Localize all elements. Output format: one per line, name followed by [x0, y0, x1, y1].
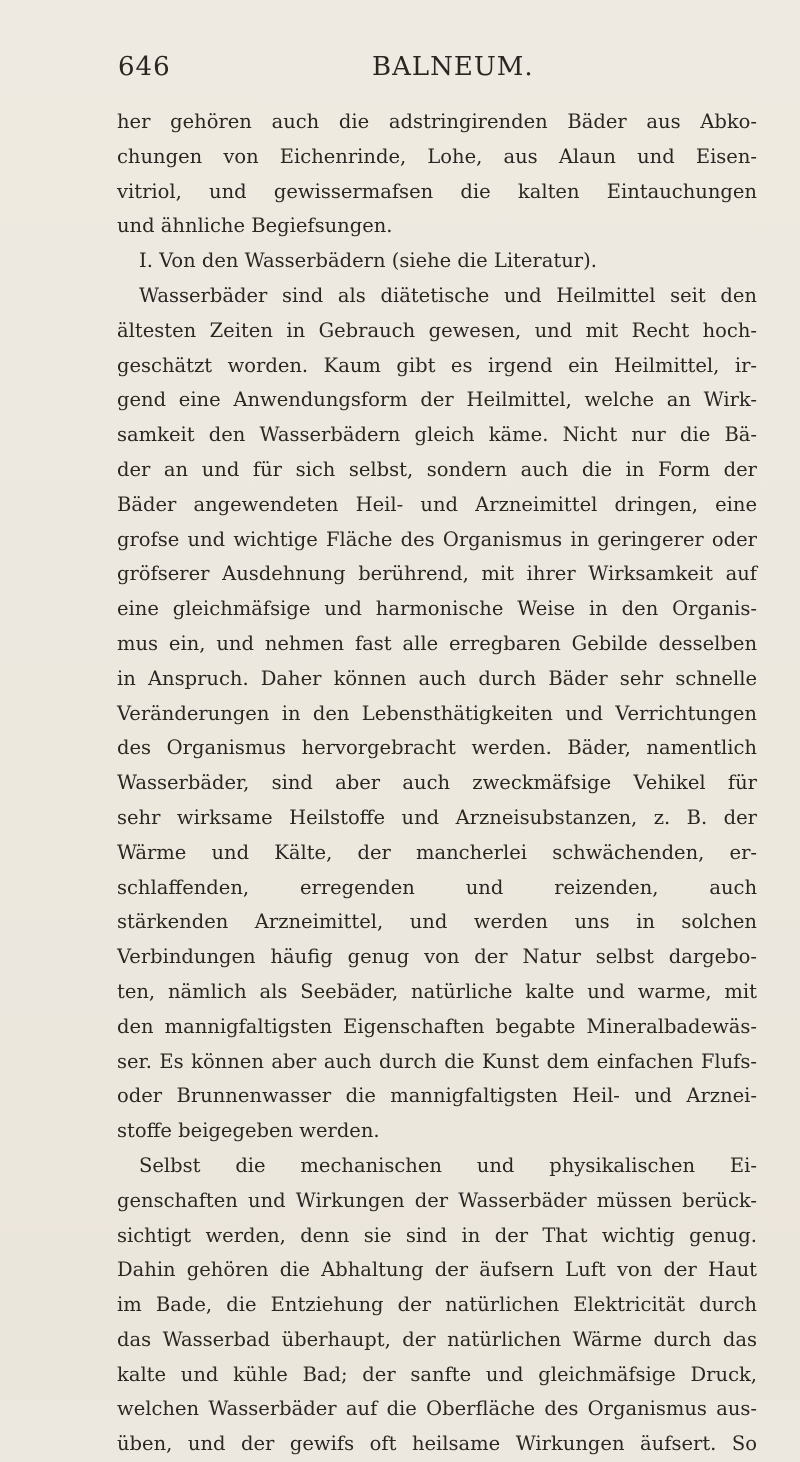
page-header — [0, 52, 800, 92]
text-line: Verbindungen häufig genug von der Natur selbst dargebo- — [117, 945, 757, 969]
text-line: den mannigfaltigsten Eigenschaften begabte Mineralbadewäs- — [117, 1014, 757, 1038]
text-line: genschaften und Wirkungen der Wasserbäder müssen berück- — [117, 1188, 757, 1212]
text-line: ser. Es können aber auch durch die Kunst dem einfachen Flufs- — [117, 1049, 757, 1073]
text-line: schlaffenden, erregenden und reizenden, auch — [117, 875, 757, 899]
text-line: gröfserer Ausdehnung berührend, mit ihrer Wirksamkeit auf — [117, 562, 757, 586]
text-line: vitriol, und gewissermafsen die kalten Eintauchungen — [117, 179, 757, 203]
text-line: her gehören auch die adstringirenden Bäder aus Abko- — [117, 110, 757, 133]
text-line: Veränderungen in den Lebensthätigkeiten und Verrichtungen — [117, 701, 757, 725]
text-line: Dahin gehören die Abhaltung der äufsern Luft von der Haut — [117, 1258, 757, 1282]
text-line: Wasserbäder, sind aber auch zweckmäfsige Vehikel für — [117, 771, 757, 795]
text-line: und ähnliche Begiefsungen. — [117, 214, 393, 238]
text-line: Selbst die mechanischen und physikalischen Ei- — [139, 1153, 757, 1177]
text-line: sehr wirksame Heilstoffe und Arzneisubstanzen, z. B. der — [117, 805, 757, 829]
text-line: des Organismus hervorgebracht werden. Bäder, namentlich — [117, 736, 757, 760]
text-line: im Bade, die Entziehung der natürlichen Elektricität durch — [117, 1293, 757, 1317]
text-line: kalte und kühle Bad; der sanfte und gleichmäfsige Druck, — [117, 1362, 757, 1386]
text-line: stoffe beigegeben werden. — [117, 1119, 380, 1143]
text-line: Wärme und Kälte, der mancherlei schwächenden, er- — [117, 840, 757, 864]
text-line: grofse und wichtige Fläche des Organismus in geringerer oder — [117, 527, 757, 551]
text-line: der an und für sich selbst, sondern auch die in Form der — [117, 457, 757, 481]
text-line: geschätzt worden. Kaum gibt es irgend ein Heilmittel, ir- — [117, 353, 757, 377]
text-line: ten, nämlich als Seebäder, natürliche kalte und warme, mit — [117, 979, 757, 1003]
text-line: stärkenden Arzneimittel, und werden uns in solchen — [117, 910, 757, 934]
text-line: ältesten Zeiten in Gebrauch gewesen, und mit Recht hoch- — [117, 318, 757, 342]
text-line: mus ein, und nehmen fast alle erregbaren Gebilde desselben — [117, 631, 757, 655]
page-number: 646 — [118, 52, 171, 82]
section-heading: I. Von den Wasserbädern (siehe die Literatur). — [139, 249, 597, 273]
text-line: samkeit den Wasserbädern gleich käme. Nicht nur die Bä- — [117, 423, 757, 447]
text-line: welchen Wasserbäder auf die Oberfläche des Organismus aus- — [117, 1397, 757, 1421]
text-line: chungen von Eichenrinde, Lohe, aus Alaun und Eisen- — [117, 144, 757, 168]
text-line: Bäder angewendeten Heil- und Arzneimittel dringen, eine — [117, 492, 757, 516]
text-line: gend eine Anwendungsform der Heilmittel, welche an Wirk- — [117, 388, 757, 412]
text-line: eine gleichmäfsige und harmonische Weise in den Organis- — [117, 597, 757, 621]
text-line: das Wasserbad überhaupt, der natürlichen Wärme durch das — [117, 1327, 757, 1351]
running-head: BALNEUM. — [372, 52, 534, 82]
body-text — [117, 105, 757, 1462]
text-line: üben, und der gewifs oft heilsame Wirkungen äufsert. So — [117, 1432, 757, 1456]
text-line: in Anspruch. Daher können auch durch Bäder sehr schnelle — [117, 666, 757, 690]
text-line: oder Brunnenwasser die mannigfaltigsten Heil- und Arznei- — [117, 1084, 757, 1108]
text-line: sichtigt werden, denn sie sind in der That wichtig genug. — [117, 1223, 757, 1247]
text-line: Wasserbäder sind als diätetische und Heilmittel seit den — [139, 283, 757, 307]
